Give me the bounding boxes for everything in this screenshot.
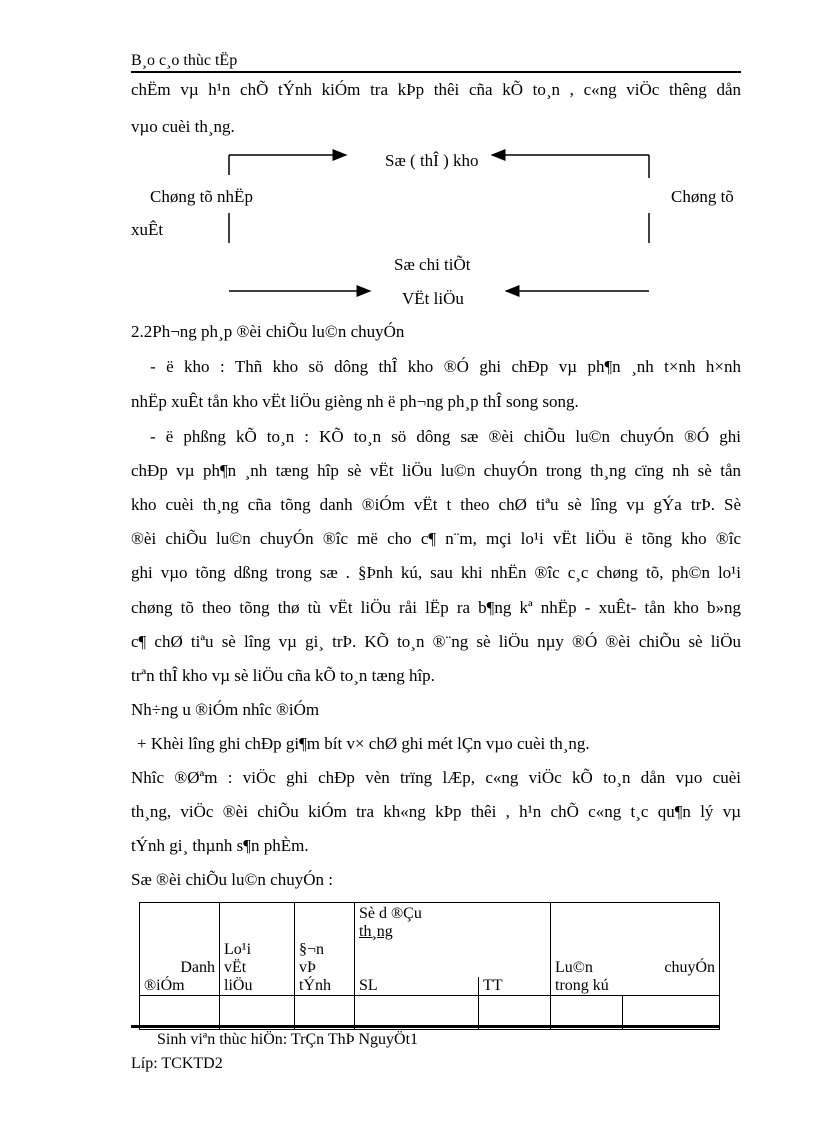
para1-line-1: - ë kho : Thñ kho sö dông thÎ kho ®Ó ghi chÐp vµ ph¶n ¸nh t×nh h×nh <box>150 357 741 376</box>
footer-student: Sinh viªn thùc hiÖn: TrÇn ThÞ NguyÖt1 <box>157 1031 419 1048</box>
pros-cons-heading: Nh÷ng u ®iÓm nhîc ®iÓm <box>131 700 320 719</box>
table-header-danh-diem: Danh ®iÓm <box>140 903 220 996</box>
footer-class: Líp: TCKTD2 <box>131 1055 223 1072</box>
section-heading: 2.2Ph¬ng ph¸p ®èi chiÕu lu©n chuyÓn <box>131 322 405 341</box>
para2-line-7: c¶ chØ tiªu sè lîng vµ gi¸ trÞ. KÕ to¸n ®¨ng sè liÖu nµy ®Ó ®èi chiÕu sè liÖu <box>131 632 741 651</box>
footer-rule <box>131 1025 719 1028</box>
diagram-left-label: Chøng tõ nhËp <box>150 187 253 206</box>
para2-line-2: chÐp vµ ph¶n ¸nh tæng hîp sè vËt liÖu lu©n chuyÓn trong th¸ng cïng nh sè tån <box>131 461 741 480</box>
reconciliation-table <box>139 902 720 1030</box>
cons-line-2: th¸ng, viÖc ®èi chiÕu kiÓm tra kh«ng kÞp thêi , h¹n chÕ c«ng t¸c qu¶n lý vµ <box>131 802 741 821</box>
para2-line-8: trªn thÎ kho vµ sè liÖu cña kÕ to¸n tæng hîp. <box>131 666 435 685</box>
page-header-title: B¸o c¸o thùc tËp <box>131 52 238 69</box>
diagram-top-box: Sæ ( thÎ ) kho <box>385 151 479 170</box>
intro-line-2: vµo cuèi th¸ng. <box>131 117 235 136</box>
table-row <box>140 995 720 1029</box>
diagram-left-label-cont: xuÊt <box>131 220 164 239</box>
table-header-sl: SL <box>355 977 479 996</box>
para2-line-5: ghi vµo tõng dßng trong sæ . §Þnh kú, sau khi nhËn ®îc c¸c chøng tõ, ph©n lo¹i <box>131 563 741 582</box>
para2-line-6: chøng tõ theo tõng thø tù vËt liÖu råi lËp ra b¶ng kª nhËp - xuÊt- tån kho b»ng <box>131 598 741 617</box>
para1-line-2: nhËp xuÊt tån kho vËt liÖu gièng nh ë ph¬ng ph¸p thÎ song song. <box>131 392 579 411</box>
table-header-loai-vat-lieu: Lo¹i vËt liÖu <box>220 903 295 996</box>
table-caption: Sæ ®èi chiÕu lu©n chuyÓn : <box>131 870 333 889</box>
table-header-so-du-dau-thang: Sè d ®Çu th¸ng <box>355 903 551 977</box>
diagram-bottom-box-line1: Sæ chi tiÕt <box>394 255 471 274</box>
diagram-bottom-box-line2: VËt liÖu <box>402 289 464 308</box>
cons-line-3: tÝnh gi¸ thµnh s¶n phÈm. <box>131 836 309 855</box>
table-header-luan-chuyen: Lu©n chuyÓn trong kú <box>551 903 720 996</box>
para2-line-1: - ë phßng kÕ to¸n : KÕ to¸n sö dông sæ ®èi chiÕu lu©n chuyÓn ®Ó ghi <box>150 427 741 446</box>
para2-line-4: ®èi chiÕu lu©n chuyÓn ®îc më cho c¶ n¨m, mçi lo¹i vËt liÖu ë tõng kho ®îc <box>131 529 741 548</box>
para2-line-3: kho cuèi th¸ng cña tõng danh ®iÓm vËt t theo chØ tiªu sè lîng vµ gÝa trÞ. Sè <box>131 495 741 514</box>
diagram-right-label: Chøng tõ <box>671 187 734 206</box>
intro-line-1: chËm vµ h¹n chÕ tÝnh kiÓm tra kÞp thêi cña kÕ to¸n , c«ng viÖc thêng dån <box>131 80 741 99</box>
table-header-don-vi-tinh: §¬n vÞ tÝnh <box>295 903 355 996</box>
cons-line-1: Nhîc ®Øªm : viÖc ghi chÐp vèn trïng lÆp, c«ng viÖc kÕ to¸n dån vµo cuèi <box>131 768 741 787</box>
table-header-tt: TT <box>479 977 551 996</box>
pros-line: + Khèi lîng ghi chÐp gi¶m bít v× chØ ghi mét lÇn vµo cuèi th¸ng. <box>137 734 590 753</box>
